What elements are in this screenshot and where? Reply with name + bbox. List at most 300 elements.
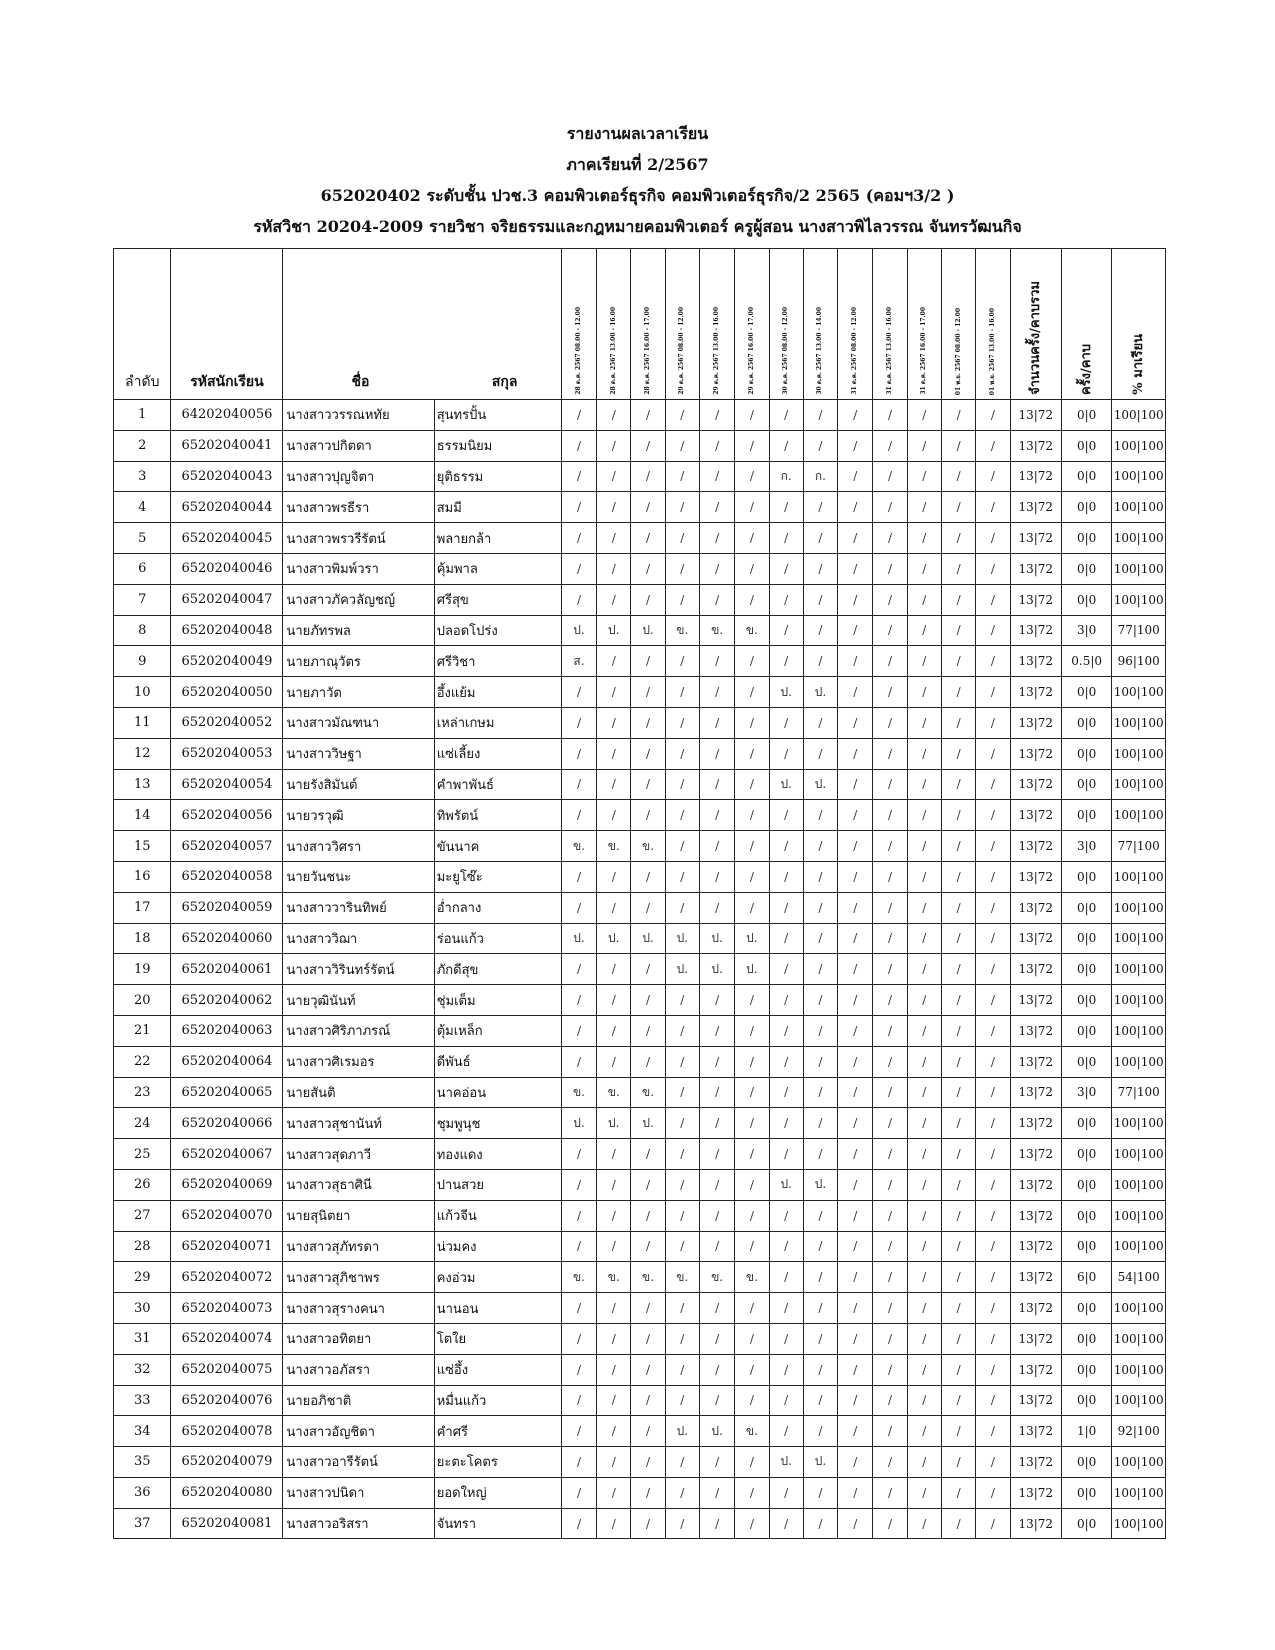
attendance-mark: /	[597, 400, 631, 431]
attendance-mark: /	[976, 1015, 1010, 1046]
row-number: 17	[114, 892, 171, 923]
attendance-mark: /	[597, 646, 631, 677]
attendance-mark: /	[907, 1508, 941, 1539]
attendance-mark: /	[976, 1416, 1010, 1447]
absent-count: 0|0	[1061, 1108, 1111, 1139]
row-number: 24	[114, 1108, 171, 1139]
student-surname: โตใย	[434, 1323, 561, 1354]
attendance-mark: /	[873, 1477, 907, 1508]
total-sessions: 13|72	[1010, 985, 1061, 1016]
attendance-mark: /	[597, 492, 631, 523]
total-sessions: 13|72	[1010, 1447, 1061, 1478]
total-sessions: 13|72	[1010, 461, 1061, 492]
attendance-mark: /	[561, 985, 596, 1016]
attendance-percent: 100|100	[1112, 861, 1166, 892]
session-label: 29 ต.ค. 2567 08.00 - 12.00	[678, 307, 686, 395]
attendance-mark: /	[597, 1354, 631, 1385]
attendance-mark: /	[803, 954, 837, 985]
student-name: นายอภิชาติ	[283, 1385, 434, 1416]
student-id: 65202040070	[171, 1200, 283, 1231]
attendance-percent: 100|100	[1112, 1477, 1166, 1508]
attendance-mark: /	[873, 461, 907, 492]
attendance-mark: /	[873, 954, 907, 985]
attendance-mark: /	[838, 1323, 873, 1354]
student-name: นางสาวพรวรีรัตน์	[283, 523, 434, 554]
attendance-mark: /	[699, 1077, 734, 1108]
attendance-mark: /	[873, 1077, 907, 1108]
attendance-mark: /	[735, 738, 769, 769]
attendance-mark: /	[803, 1262, 837, 1293]
attendance-mark: /	[699, 1046, 734, 1077]
attendance-mark: /	[665, 584, 699, 615]
attendance-mark: /	[873, 1231, 907, 1262]
attendance-mark: /	[941, 831, 975, 862]
attendance-mark: ป.	[597, 1108, 631, 1139]
attendance-mark: /	[769, 1139, 803, 1170]
attendance-mark: /	[976, 430, 1010, 461]
student-id: 65202040067	[171, 1139, 283, 1170]
attendance-mark: /	[873, 677, 907, 708]
attendance-mark: /	[597, 1015, 631, 1046]
table-row	[114, 1416, 1166, 1447]
row-number: 6	[114, 553, 171, 584]
attendance-mark: /	[561, 1354, 596, 1385]
attendance-mark: /	[699, 492, 734, 523]
attendance-mark: /	[631, 1139, 665, 1170]
attendance-mark: /	[735, 677, 769, 708]
attendance-mark: /	[699, 1200, 734, 1231]
attendance-mark: /	[597, 1200, 631, 1231]
col-surname-label: สกุล	[491, 374, 518, 390]
attendance-mark: /	[699, 892, 734, 923]
attendance-mark: /	[735, 461, 769, 492]
attendance-mark: ข.	[597, 1262, 631, 1293]
session-label: 01 พ.ย. 2567 08.00 - 12.00	[954, 307, 962, 395]
attendance-mark: /	[665, 892, 699, 923]
attendance-mark: /	[735, 892, 769, 923]
row-number: 9	[114, 646, 171, 677]
attendance-mark: /	[838, 707, 873, 738]
attendance-mark: /	[941, 1416, 975, 1447]
table-row	[114, 831, 1166, 862]
attendance-mark: /	[873, 1108, 907, 1139]
attendance-mark: /	[597, 1323, 631, 1354]
attendance-mark: /	[665, 1139, 699, 1170]
session-label: 01 พ.ย. 2567 13.00 - 16.00	[988, 307, 996, 395]
student-surname: ดีพันธ์	[434, 1046, 561, 1077]
student-surname: ภักดีสุข	[434, 954, 561, 985]
attendance-mark: /	[699, 1323, 734, 1354]
attendance-mark: /	[665, 1231, 699, 1262]
attendance-mark: /	[631, 707, 665, 738]
attendance-mark: /	[699, 1169, 734, 1200]
attendance-mark: /	[976, 954, 1010, 985]
student-id: 65202040060	[171, 923, 283, 954]
attendance-mark: ป.	[803, 769, 837, 800]
attendance-mark: /	[803, 707, 837, 738]
student-surname: ยุติธรรม	[434, 461, 561, 492]
attendance-mark: /	[735, 1200, 769, 1231]
attendance-mark: /	[665, 1354, 699, 1385]
attendance-percent: 96|100	[1112, 646, 1166, 677]
attendance-mark: /	[699, 985, 734, 1016]
attendance-mark: ข.	[631, 1262, 665, 1293]
total-sessions: 13|72	[1010, 1139, 1061, 1170]
student-name: นางสาววิศรา	[283, 831, 434, 862]
attendance-mark: /	[838, 1231, 873, 1262]
attendance-mark: /	[665, 1015, 699, 1046]
attendance-mark: /	[631, 1447, 665, 1478]
student-id: 65202040052	[171, 707, 283, 738]
session-header	[976, 249, 1010, 400]
attendance-mark: /	[907, 1077, 941, 1108]
student-id: 65202040041	[171, 430, 283, 461]
attendance-mark: /	[631, 1293, 665, 1324]
attendance-mark: /	[735, 1354, 769, 1385]
attendance-mark: /	[941, 430, 975, 461]
attendance-mark: /	[941, 523, 975, 554]
attendance-mark: /	[665, 985, 699, 1016]
attendance-mark: /	[976, 1108, 1010, 1139]
attendance-mark: /	[907, 738, 941, 769]
attendance-mark: /	[907, 615, 941, 646]
attendance-mark: ป.	[735, 954, 769, 985]
attendance-mark: /	[941, 1169, 975, 1200]
attendance-mark: /	[941, 1293, 975, 1324]
session-label: 28 ต.ค. 2567 16.00 - 17.00	[644, 307, 652, 395]
row-number: 23	[114, 1077, 171, 1108]
attendance-mark: ข.	[561, 1262, 596, 1293]
attendance-mark: /	[665, 769, 699, 800]
table-row	[114, 1015, 1166, 1046]
attendance-mark: /	[769, 492, 803, 523]
attendance-mark: ป.	[735, 923, 769, 954]
attendance-mark: /	[976, 523, 1010, 554]
student-name: นางสาวอัญชิดา	[283, 1416, 434, 1447]
attendance-mark: /	[907, 584, 941, 615]
student-surname: ร่อนแก้ว	[434, 923, 561, 954]
attendance-mark: /	[597, 584, 631, 615]
absent-count: 0|0	[1061, 1354, 1111, 1385]
table-row	[114, 430, 1166, 461]
session-label: 30 ต.ค. 2567 08.00 - 12.00	[782, 307, 790, 395]
table-row	[114, 461, 1166, 492]
student-surname: ตุ้มเหล็ก	[434, 1015, 561, 1046]
attendance-mark: /	[941, 1231, 975, 1262]
student-name: นางสาวสุภัทรดา	[283, 1231, 434, 1262]
attendance-mark: /	[665, 1323, 699, 1354]
col-id-header: รหัสนักเรียน	[171, 249, 283, 400]
absent-count: 0|0	[1061, 1139, 1111, 1170]
student-id: 65202040059	[171, 892, 283, 923]
attendance-mark: /	[597, 769, 631, 800]
attendance-mark: /	[665, 831, 699, 862]
row-number: 36	[114, 1477, 171, 1508]
total-sessions: 13|72	[1010, 1108, 1061, 1139]
attendance-mark: /	[838, 892, 873, 923]
attendance-mark: /	[873, 1354, 907, 1385]
attendance-mark: /	[803, 400, 837, 431]
col-name-header	[283, 249, 561, 400]
attendance-mark: /	[873, 615, 907, 646]
row-number: 37	[114, 1508, 171, 1539]
session-header	[597, 249, 631, 400]
row-number: 18	[114, 923, 171, 954]
attendance-mark: /	[665, 707, 699, 738]
student-name: นางสาวพิมพ์วรา	[283, 553, 434, 584]
attendance-mark: /	[597, 523, 631, 554]
attendance-mark: /	[597, 861, 631, 892]
student-surname: ศรีสุข	[434, 584, 561, 615]
attendance-mark: /	[976, 1508, 1010, 1539]
total-sessions: 13|72	[1010, 584, 1061, 615]
row-number: 22	[114, 1046, 171, 1077]
student-id: 65202040057	[171, 831, 283, 862]
student-id: 65202040061	[171, 954, 283, 985]
attendance-mark: /	[735, 1508, 769, 1539]
attendance-mark: ป.	[597, 615, 631, 646]
attendance-percent: 100|100	[1112, 1139, 1166, 1170]
attendance-mark: /	[561, 1015, 596, 1046]
absent-count: 3|0	[1061, 831, 1111, 862]
attendance-mark: /	[735, 831, 769, 862]
attendance-percent: 54|100	[1112, 1262, 1166, 1293]
attendance-mark: /	[976, 923, 1010, 954]
attendance-mark: /	[631, 677, 665, 708]
table-row	[114, 400, 1166, 431]
student-id: 65202040058	[171, 861, 283, 892]
attendance-mark: ข.	[561, 831, 596, 862]
attendance-mark: /	[561, 492, 596, 523]
total-sessions: 13|72	[1010, 1385, 1061, 1416]
student-id: 65202040079	[171, 1447, 283, 1478]
row-number: 16	[114, 861, 171, 892]
attendance-mark: ข.	[631, 831, 665, 862]
table-row	[114, 492, 1166, 523]
attendance-mark: /	[941, 1385, 975, 1416]
col-total-label: จำนวนครั้ง/คาบรวม	[1028, 281, 1044, 395]
attendance-mark: /	[561, 707, 596, 738]
attendance-mark: /	[597, 677, 631, 708]
student-name: นายภัทรพล	[283, 615, 434, 646]
table-row	[114, 1323, 1166, 1354]
total-sessions: 13|72	[1010, 1262, 1061, 1293]
total-sessions: 13|72	[1010, 1508, 1061, 1539]
attendance-mark: /	[803, 615, 837, 646]
absent-count: 0.5|0	[1061, 646, 1111, 677]
attendance-mark: /	[873, 1447, 907, 1478]
attendance-mark: /	[735, 1231, 769, 1262]
attendance-mark: /	[803, 492, 837, 523]
attendance-mark: /	[873, 1046, 907, 1077]
attendance-mark: /	[976, 738, 1010, 769]
attendance-mark: /	[941, 861, 975, 892]
total-sessions: 13|72	[1010, 1477, 1061, 1508]
attendance-mark: /	[597, 954, 631, 985]
student-id: 65202040056	[171, 800, 283, 831]
attendance-mark: ป.	[665, 954, 699, 985]
attendance-mark: /	[597, 1169, 631, 1200]
student-name: นางสาววิษฐา	[283, 738, 434, 769]
session-label: 31 ต.ค. 2567 13.00 - 16.00	[886, 307, 894, 395]
session-label: 29 ต.ค. 2567 16.00 - 17.00	[747, 307, 755, 395]
total-sessions: 13|72	[1010, 1015, 1061, 1046]
attendance-mark: /	[976, 892, 1010, 923]
attendance-mark: /	[976, 1231, 1010, 1262]
attendance-mark: /	[561, 1477, 596, 1508]
attendance-mark: /	[873, 985, 907, 1016]
absent-count: 0|0	[1061, 892, 1111, 923]
attendance-mark: /	[941, 646, 975, 677]
attendance-mark: /	[631, 1416, 665, 1447]
attendance-mark: /	[907, 492, 941, 523]
row-number: 13	[114, 769, 171, 800]
attendance-mark: /	[907, 923, 941, 954]
attendance-mark: /	[699, 646, 734, 677]
student-surname: แก้วจีน	[434, 1200, 561, 1231]
row-number: 21	[114, 1015, 171, 1046]
student-id: 65202040064	[171, 1046, 283, 1077]
attendance-mark: /	[699, 523, 734, 554]
attendance-percent: 77|100	[1112, 1077, 1166, 1108]
attendance-mark: /	[941, 1262, 975, 1293]
attendance-mark: /	[769, 1046, 803, 1077]
student-surname: สมมี	[434, 492, 561, 523]
table-row	[114, 646, 1166, 677]
row-number: 14	[114, 800, 171, 831]
attendance-mark: /	[665, 1200, 699, 1231]
attendance-mark: /	[631, 800, 665, 831]
student-name: นายสันติ	[283, 1077, 434, 1108]
student-surname: คุ้มพาล	[434, 553, 561, 584]
total-sessions: 13|72	[1010, 492, 1061, 523]
attendance-mark: /	[976, 461, 1010, 492]
semester-line: ภาคเรียนที่ 2/2567	[566, 155, 709, 174]
attendance-mark: /	[631, 461, 665, 492]
attendance-mark: ป.	[561, 1108, 596, 1139]
attendance-mark: /	[803, 1046, 837, 1077]
attendance-mark: /	[631, 523, 665, 554]
attendance-mark: /	[561, 584, 596, 615]
attendance-mark: /	[561, 1508, 596, 1539]
attendance-percent: 100|100	[1112, 492, 1166, 523]
row-number: 1	[114, 400, 171, 431]
session-label: 28 ต.ค. 2567 08.00 - 12.00	[574, 307, 582, 395]
attendance-mark: ก.	[769, 461, 803, 492]
attendance-mark: /	[838, 985, 873, 1016]
student-surname: อ่ำกลาง	[434, 892, 561, 923]
student-surname: คงอ่วม	[434, 1262, 561, 1293]
attendance-mark: /	[665, 1477, 699, 1508]
attendance-mark: /	[873, 1293, 907, 1324]
student-name: นางสาวปกิตดา	[283, 430, 434, 461]
total-sessions: 13|72	[1010, 1046, 1061, 1077]
attendance-mark: /	[597, 553, 631, 584]
absent-count: 0|0	[1061, 1015, 1111, 1046]
student-surname: ชุ่มเต็ม	[434, 985, 561, 1016]
attendance-mark: /	[597, 1139, 631, 1170]
attendance-mark: /	[838, 1293, 873, 1324]
student-name: นางสาวศิเรมอร	[283, 1046, 434, 1077]
absent-count: 3|0	[1061, 1077, 1111, 1108]
attendance-mark: /	[838, 492, 873, 523]
absent-count: 0|0	[1061, 1447, 1111, 1478]
col-name-label: ชื่อ	[351, 374, 370, 390]
attendance-percent: 77|100	[1112, 615, 1166, 646]
attendance-mark: /	[976, 677, 1010, 708]
attendance-mark: /	[631, 1323, 665, 1354]
total-sessions: 13|72	[1010, 1231, 1061, 1262]
attendance-mark: /	[561, 400, 596, 431]
class-line: 652020402 ระดับชั้น ปวช.3 คอมพิวเตอร์ธุรกิจ คอมพิวเตอร์ธุรกิจ/2 2565 (คอมฯ3/2 )	[320, 186, 955, 205]
table-row	[114, 1354, 1166, 1385]
attendance-mark: /	[907, 1323, 941, 1354]
attendance-mark: /	[873, 492, 907, 523]
attendance-mark: /	[699, 831, 734, 862]
row-number: 11	[114, 707, 171, 738]
attendance-mark: /	[907, 1231, 941, 1262]
attendance-mark: /	[873, 738, 907, 769]
attendance-percent: 100|100	[1112, 523, 1166, 554]
attendance-mark: /	[873, 553, 907, 584]
attendance-mark: /	[769, 615, 803, 646]
attendance-mark: /	[665, 677, 699, 708]
student-id: 65202040075	[171, 1354, 283, 1385]
absent-count: 0|0	[1061, 769, 1111, 800]
absent-count: 0|0	[1061, 1385, 1111, 1416]
attendance-mark: /	[803, 861, 837, 892]
total-sessions: 13|72	[1010, 831, 1061, 862]
student-id: 65202040046	[171, 553, 283, 584]
student-name: นายภาวัต	[283, 677, 434, 708]
attendance-mark: /	[873, 707, 907, 738]
attendance-mark: /	[735, 1293, 769, 1324]
attendance-mark: /	[561, 1293, 596, 1324]
attendance-mark: /	[976, 1293, 1010, 1324]
student-name: นางสาววิฌา	[283, 923, 434, 954]
attendance-mark: /	[873, 1416, 907, 1447]
table-row	[114, 1508, 1166, 1539]
attendance-mark: /	[699, 1354, 734, 1385]
absent-count: 0|0	[1061, 553, 1111, 584]
attendance-mark: /	[665, 738, 699, 769]
attendance-mark: /	[976, 1200, 1010, 1231]
student-name: นางสาวปนิดา	[283, 1477, 434, 1508]
table-row	[114, 1293, 1166, 1324]
attendance-mark: ข.	[665, 1262, 699, 1293]
attendance-mark: /	[631, 553, 665, 584]
session-header	[665, 249, 699, 400]
student-surname: ยอดใหญ่	[434, 1477, 561, 1508]
student-surname: ศรีวิชา	[434, 646, 561, 677]
absent-count: 0|0	[1061, 1169, 1111, 1200]
attendance-mark: /	[803, 1139, 837, 1170]
row-number: 20	[114, 985, 171, 1016]
attendance-mark: /	[976, 400, 1010, 431]
attendance-mark: /	[735, 1447, 769, 1478]
attendance-mark: /	[803, 646, 837, 677]
attendance-mark: ข.	[597, 831, 631, 862]
attendance-percent: 100|100	[1112, 1200, 1166, 1231]
attendance-mark: /	[665, 400, 699, 431]
absent-count: 0|0	[1061, 1508, 1111, 1539]
attendance-mark: /	[838, 923, 873, 954]
attendance-mark: /	[838, 1139, 873, 1170]
attendance-percent: 100|100	[1112, 1015, 1166, 1046]
attendance-mark: /	[735, 1108, 769, 1139]
attendance-mark: /	[699, 1508, 734, 1539]
attendance-mark: /	[907, 1169, 941, 1200]
